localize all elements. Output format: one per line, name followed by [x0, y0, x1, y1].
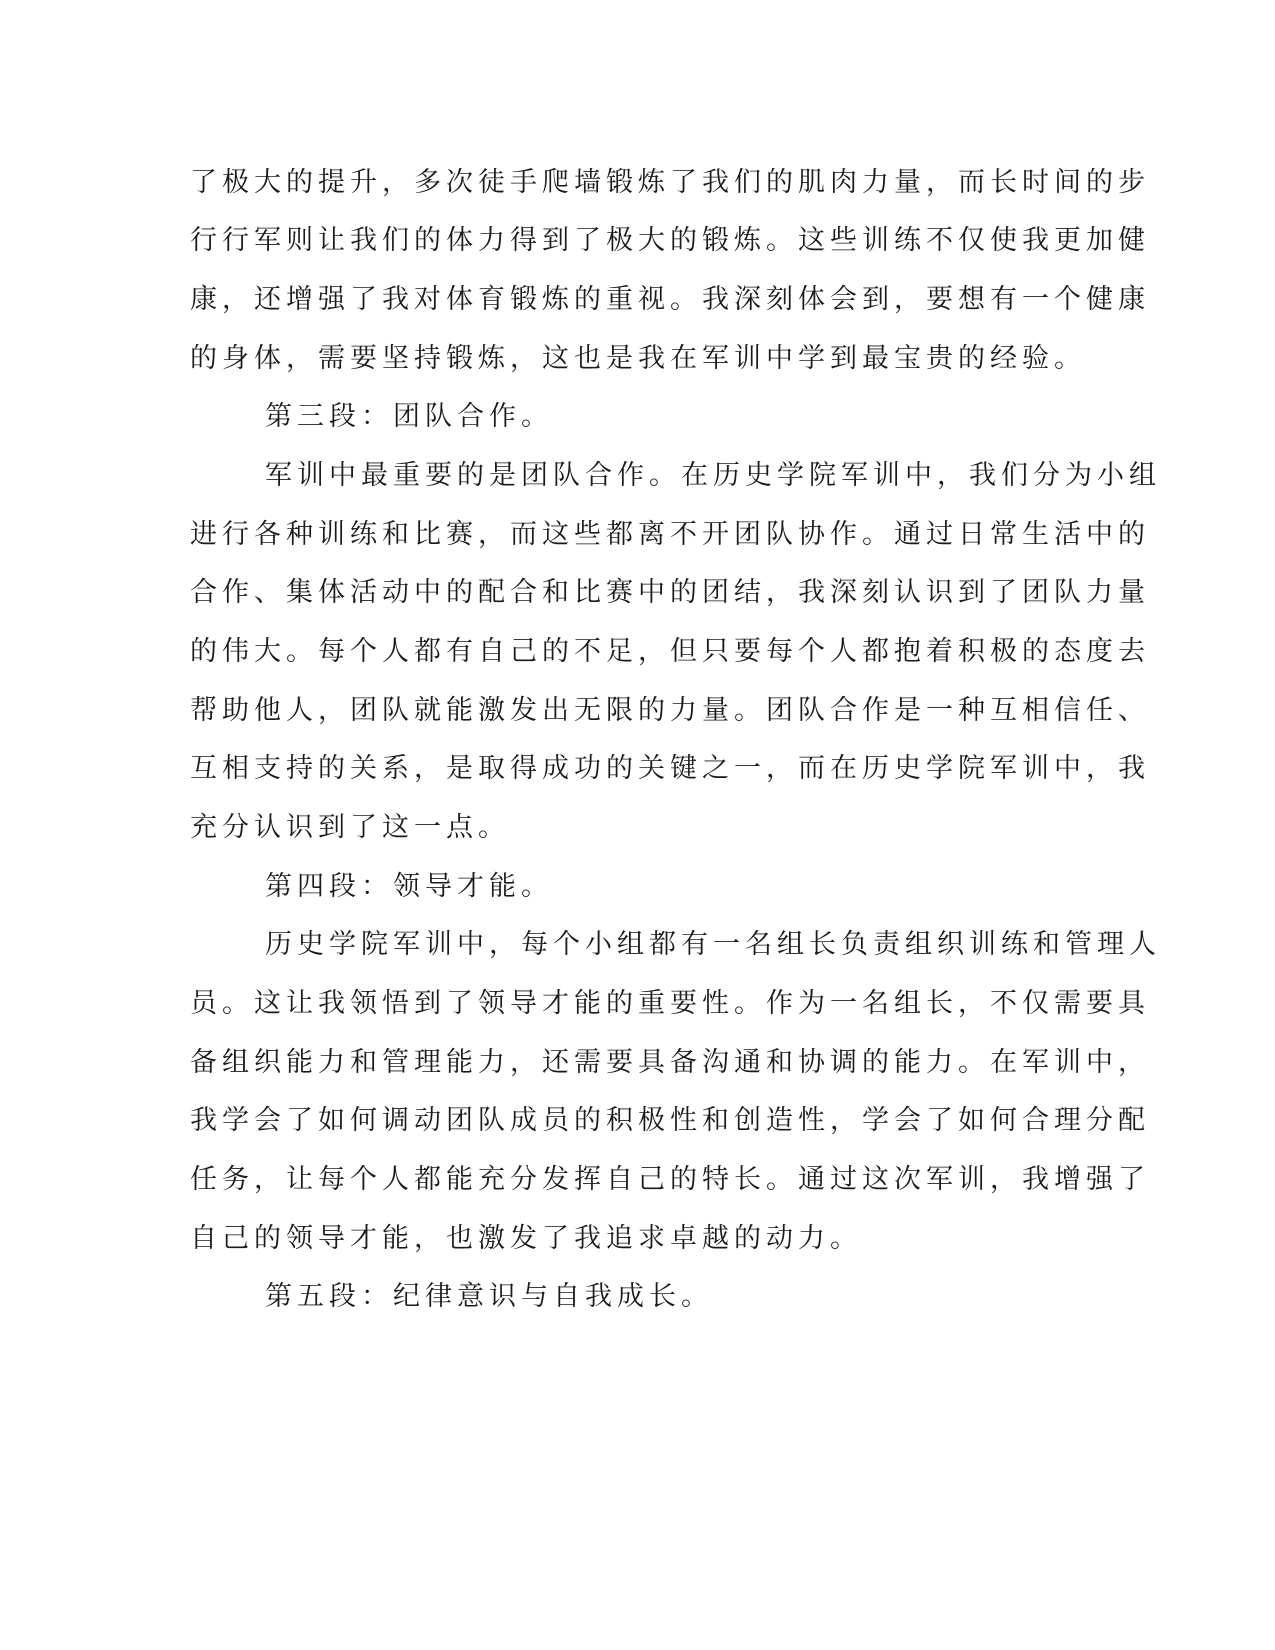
text-line: 任务，让每个人都能充分发挥自己的特长。通过这次军训，我增强了: [190, 1164, 1150, 1195]
section-heading: 第四段：领导才能。: [265, 871, 553, 902]
text-line: 员。这让我领悟到了领导才能的重要性。作为一名组长，不仅需要具: [190, 988, 1150, 1019]
text-line: 帮助他人，团队就能激发出无限的力量。团队合作是一种互相信任、: [190, 695, 1150, 726]
text-line: 军训中最重要的是团队合作。在历史学院军训中，我们分为小组: [265, 460, 1161, 491]
text-line: 历史学院军训中，每个小组都有一名组长负责组织训练和管理人: [265, 929, 1161, 960]
text-line: 互相支持的关系，是取得成功的关键之一，而在历史学院军训中，我: [190, 753, 1150, 784]
text-line: 了极大的提升，多次徒手爬墙锻炼了我们的肌肉力量，而长时间的步: [190, 167, 1150, 198]
text-line: 的伟大。每个人都有自己的不足，但只要每个人都抱着积极的态度去: [190, 636, 1150, 667]
text-line: 自己的领导才能，也激发了我追求卓越的动力。: [190, 1223, 862, 1254]
text-line: 的身体，需要坚持锻炼，这也是我在军训中学到最宝贵的经验。: [190, 343, 1086, 374]
section-heading: 第三段：团队合作。: [265, 401, 553, 432]
text-line: 合作、集体活动中的配合和比赛中的团结，我深刻认识到了团队力量: [190, 577, 1150, 608]
text-line: 备组织能力和管理能力，还需要具备沟通和协调的能力。在军训中，: [190, 1047, 1150, 1078]
text-line: 进行各种训练和比赛，而这些都离不开团队协作。通过日常生活中的: [190, 519, 1150, 550]
text-line: 我学会了如何调动团队成员的积极性和创造性，学会了如何合理分配: [190, 1105, 1150, 1136]
section-heading: 第五段：纪律意识与自我成长。: [265, 1281, 713, 1312]
text-line: 充分认识到了这一点。: [190, 812, 510, 843]
text-line: 康，还增强了我对体育锻炼的重视。我深刻体会到，要想有一个健康: [190, 284, 1150, 315]
text-line: 行行军则让我们的体力得到了极大的锻炼。这些训练不仅使我更加健: [190, 225, 1150, 256]
